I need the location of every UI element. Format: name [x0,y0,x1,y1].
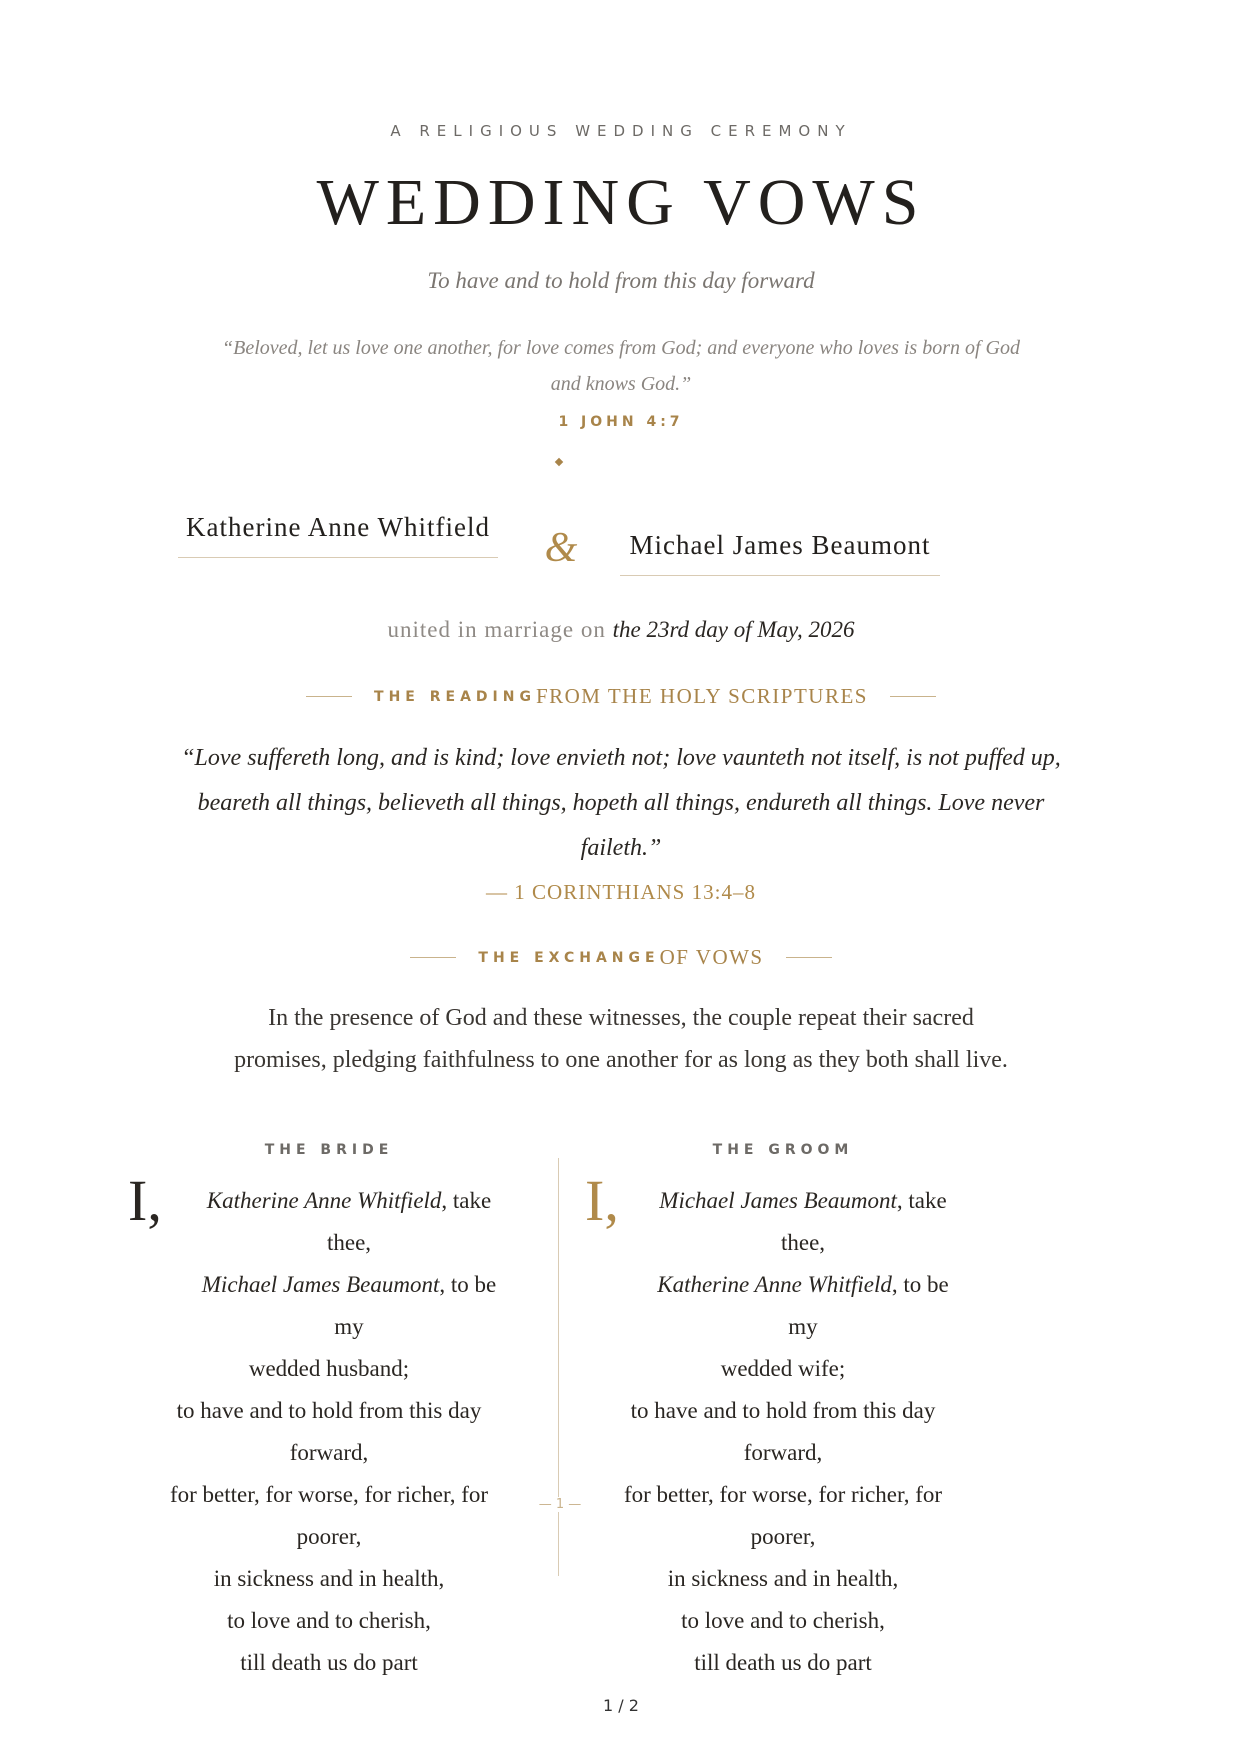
page-number-marker: — 1 — [500,1497,620,1512]
groom-column-label: THE GROOM [712,1142,854,1158]
vow-line [149,1264,509,1348]
subtitle: To have and to hold from this day forward [427,268,815,293]
wedding-date: the 23rd day of May, 2026 [612,617,855,642]
vow-line [603,1264,963,1348]
opening-verse: “Beloved, let us love one another, for love comes from God; and everyone who loves is born of God and knows God.” [222,337,1020,395]
vow-line: to have and to hold from this day forward, [630,1398,936,1465]
reading-section-heading [0,684,1242,709]
vow-self-name: Katherine Anne Whitfield [206,1188,442,1213]
rule-right [786,957,832,958]
column-divider [558,1158,559,1576]
vow-partner-name: Katherine Anne Whitfield [657,1272,892,1297]
vow-line: to love and to cherish, [681,1608,885,1633]
scripture-reference: — 1 CORINTHIANS 13:4–8 [486,880,756,904]
vow-line: for better, for worse, for richer, for poorer, [169,1482,489,1549]
vow-take-text: , take thee, [326,1188,492,1255]
exchange-intro: In the presence of God and these witnesses, the couple repeat their sacred promises, pledging faithfulness to one another for as long as they both shall live. [234,1005,1008,1073]
vow-line: for better, for worse, for richer, for poorer, [623,1482,943,1549]
reading-kicker: THE READING [374,688,536,705]
rule-right [890,696,936,697]
vow-line: to love and to cherish, [227,1608,431,1633]
bride-vows [149,1180,509,1675]
opening-verse-reference: 1 JOHN 4:7 [558,414,684,430]
vow-spouse-line: wedded husband; [248,1356,410,1381]
united-line [0,617,1242,643]
vow-take-text: , take thee, [780,1188,947,1255]
vow-to-be-text: , to be my [788,1272,949,1339]
exchange-kicker: THE EXCHANGE [478,949,660,966]
vow-line: in sickness and in health, [213,1566,445,1591]
rule-left [306,696,352,697]
vow-spouse-line: wedded wife; [720,1356,846,1381]
bride-column-label: THE BRIDE [264,1142,394,1158]
vow-line [149,1180,509,1264]
groom-vows [603,1180,963,1675]
vow-partner-name: Michael James Beaumont [201,1272,440,1297]
vow-line: in sickness and in health, [667,1566,899,1591]
exchange-section-heading [0,945,1242,970]
exchange-heading: OF VOWS [659,945,764,969]
vow-line: till death us do part [694,1650,872,1675]
rule-left [410,957,456,958]
vow-line [603,1180,963,1264]
ampersand: & [544,525,578,571]
scripture-reading: “Love suffereth long, and is kind; love envieth not; love vaunteth not itself, is not puffed up, beareth all things, believeth all things, hopeth all things, endureth all things. Love never faileth.” [181,745,1061,861]
vow-line: till death us do part [240,1650,418,1675]
bride-dropcap: I, [128,1168,162,1233]
vow-self-name: Michael James Beaumont [659,1188,897,1213]
groom-name: Michael James Beaumont [620,528,940,576]
united-prefix: united in marriage on [387,617,606,642]
vow-to-be-text: , to be my [334,1272,497,1339]
groom-dropcap: I, [585,1168,619,1233]
reading-heading: FROM THE HOLY SCRIPTURES [535,684,868,708]
page-title: WEDDING VOWS [316,166,926,239]
page-indicator: 1 / 2 [603,1696,639,1715]
bride-name: Katherine Anne Whitfield [178,510,498,558]
ceremony-eyebrow: A RELIGIOUS WEDDING CEREMONY [390,122,852,140]
vow-line: to have and to hold from this day forward, [176,1398,482,1465]
diamond-ornament-icon [555,458,563,466]
